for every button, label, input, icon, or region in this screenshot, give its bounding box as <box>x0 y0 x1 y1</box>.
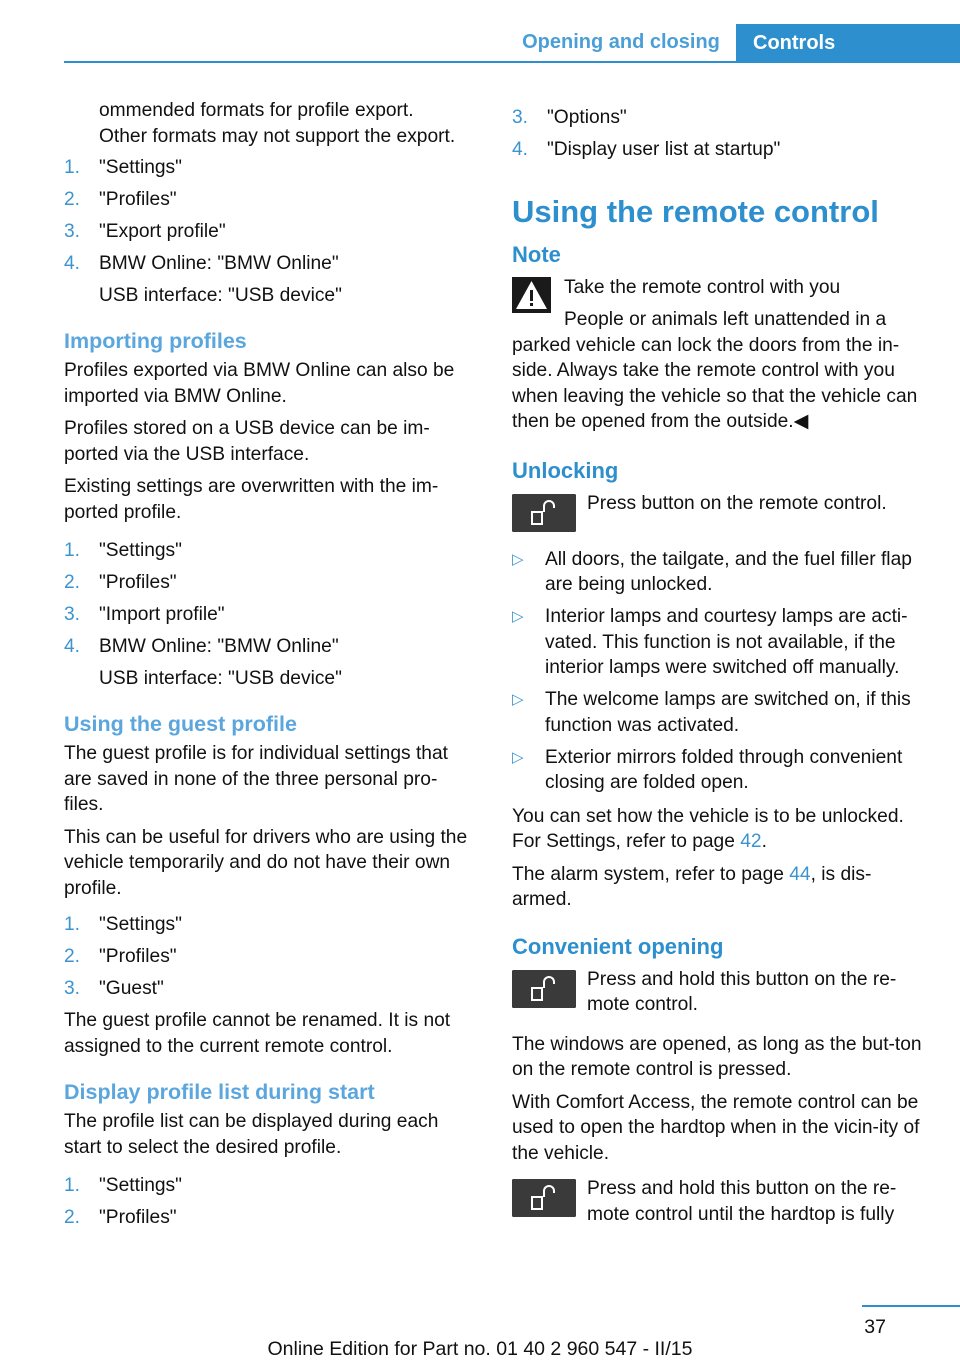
list-item: 1. "Settings" <box>64 1175 182 1196</box>
warning-note <box>512 275 928 435</box>
options-steps <box>512 105 928 163</box>
list-item: 3. "Options" <box>512 107 627 128</box>
list-item: 1. "Settings" <box>64 540 182 561</box>
hardtop-button-block <box>512 1176 928 1227</box>
convenient-button-text: Press and hold this button on the re‐mote control. <box>587 968 897 1015</box>
guest-p1: The guest profile is for individual settings that are saved in none of the three personal pro‐files. <box>64 743 448 815</box>
list-item: 1. "Settings" <box>64 914 182 935</box>
windows-text: The windows are opened, as long as the but‐ton on the remote control is pressed. <box>512 1033 922 1080</box>
page-link-42[interactable]: 42 <box>740 831 762 852</box>
importing-p2: Profiles stored on a USB device can be im‐ported via the USB interface. <box>64 418 430 465</box>
display-list-steps <box>64 1173 470 1231</box>
guest-p2: This can be useful for drivers who are using the vehicle temporarily and do not have their own profile. <box>64 826 468 899</box>
list-item: ▷ Exterior mirrors folded through convenient closing are folded open. <box>512 746 903 793</box>
note-heading: Note <box>512 241 561 267</box>
importing-heading: Importing profiles <box>64 329 247 353</box>
unlock-button-text: Press button on the remote control. <box>587 492 887 514</box>
section-tab: Opening and closing <box>506 24 736 61</box>
list-item: 4. BMW Online: "BMW Online" USB interface: "USB device" <box>64 636 342 689</box>
list-item: 2. "Profiles" <box>64 946 177 967</box>
right-column <box>512 105 928 1237</box>
list-item: 2. "Profiles" <box>64 189 177 210</box>
import-steps <box>64 538 470 691</box>
guest-p3: The guest profile cannot be renamed. It is not assigned to the current remote control. <box>64 1010 451 1057</box>
remote-unlock-icon <box>512 494 576 532</box>
export-steps <box>64 155 470 308</box>
list-item: ▷ The welcome lamps are switched on, if this function was activated. <box>512 689 911 736</box>
edition-footer: Online Edition for Part no. 01 40 2 960 547 - II/15 <box>267 1338 693 1360</box>
warning-line-2: People or animals left unattended in a <box>564 309 887 330</box>
warning-body: parked vehicle can lock the doors from the in‐side. Always take the remote control with you when leaving the vehicle so that the vehicle can then be opened from the outside.◀ <box>512 334 918 432</box>
remote-control-heading: Using the remote control <box>512 193 879 229</box>
list-item: 4. BMW Online: "BMW Online" USB interface: "USB device" <box>64 253 342 306</box>
list-item: ▷ Interior lamps and courtesy lamps are acti‐vated. This function is not available, if the interior lamps were switched off manually. <box>512 606 908 678</box>
header-rule <box>64 61 960 63</box>
list-item: ▷ All doors, the tailgate, and the fuel filler flap are being unlocked. <box>512 548 912 595</box>
list-item: 3. "Export profile" <box>64 221 226 242</box>
list-item: 4. "Display user list at startup" <box>512 139 781 160</box>
left-column <box>64 98 470 1239</box>
importing-p1: Profiles exported via BMW Online can also be imported via BMW Online. <box>64 360 455 407</box>
hardtop-button-text: Press and hold this button on the re‐mote control until the hardtop is fully <box>587 1178 897 1225</box>
display-list-p1: The profile list can be displayed during each start to select the desired profile. <box>64 1111 439 1158</box>
footer-rule <box>862 1305 960 1307</box>
list-item: 3. "Guest" <box>64 978 164 999</box>
page-link-44[interactable]: 44 <box>789 863 811 885</box>
importing-p3: Existing settings are overwritten with the im‐ported profile. <box>64 476 439 523</box>
guest-steps <box>64 912 470 1002</box>
unlock-button-block <box>512 491 928 533</box>
remote-unlock-icon <box>512 970 576 1008</box>
list-item: 2. "Profiles" <box>64 1207 177 1228</box>
list-item: 3. "Import profile" <box>64 604 225 625</box>
unlock-settings-text: You can set how the vehicle is to be unlocked. For Settings, refer to page 42. <box>512 805 904 852</box>
comfort-access-text: With Comfort Access, the remote control can be used to open the hardtop when in the vicin‐ity of the vehicle. <box>512 1091 920 1164</box>
intro-line-1: ommended formats for profile export. <box>99 100 414 121</box>
display-list-heading: Display profile list during start <box>64 1080 375 1104</box>
convenient-button-block <box>512 967 928 1018</box>
warning-icon <box>512 277 551 313</box>
alarm-text: The alarm system, refer to page 44, is dis‐armed. <box>512 863 872 910</box>
unlock-bullets <box>512 547 928 796</box>
page-number: 37 <box>864 1316 886 1338</box>
intro-text <box>64 98 470 149</box>
chapter-tab: Controls <box>736 24 960 62</box>
convenient-opening-heading: Convenient opening <box>512 933 724 959</box>
guest-heading: Using the guest profile <box>64 712 297 736</box>
list-item: 2. "Profiles" <box>64 572 177 593</box>
list-item: 1. "Settings" <box>64 157 182 178</box>
unlocking-heading: Unlocking <box>512 457 619 483</box>
warning-title: Take the remote control with you <box>564 276 841 298</box>
remote-unlock-icon <box>512 1179 576 1217</box>
intro-line-2: Other formats may not support the export. <box>99 125 456 147</box>
